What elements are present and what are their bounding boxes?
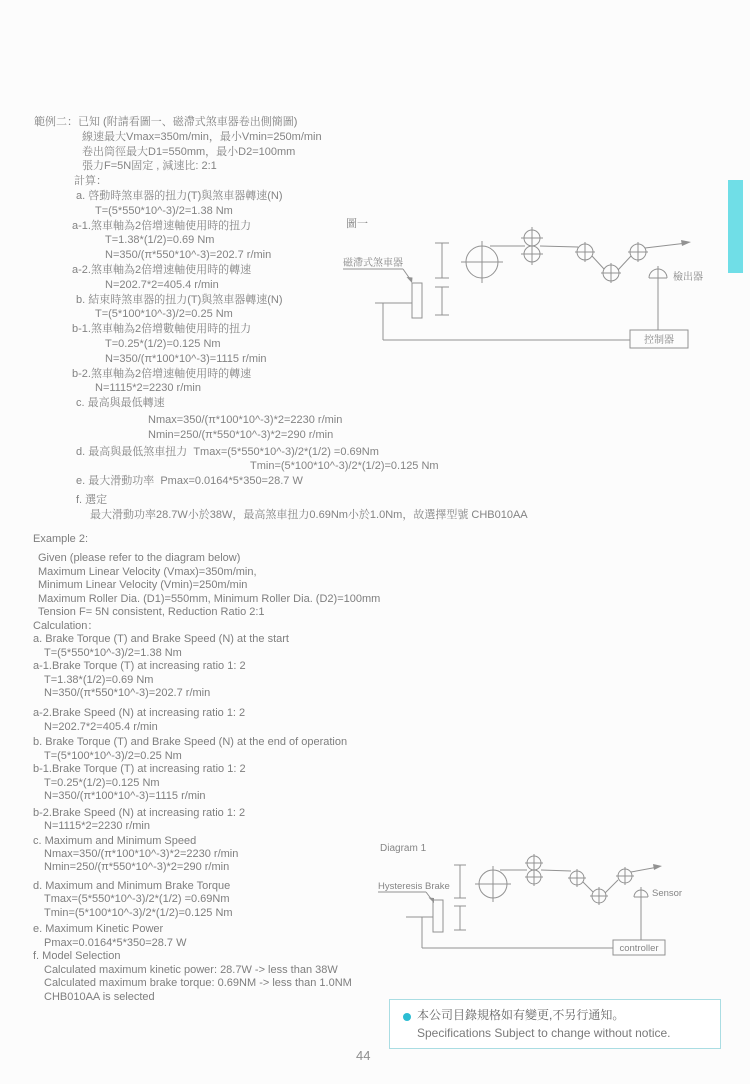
text-line: Tmin=(5*100*10^-3)/2*(1/2)=0.125 Nm [250, 460, 439, 473]
text-line: b-2.Brake Speed (N) at increasing ratio 1: 2 [33, 806, 246, 819]
text-line: Calculated maximum brake torque: 0.69NM -> less than 1.0NM [44, 977, 352, 990]
bullet-icon [403, 1013, 411, 1021]
text-line: a-2.煞車軸為2倍增速軸使用時的轉速 [72, 263, 252, 276]
text-line: a. 啓動時煞車器的扭力(T)與煞車器轉速(N) [76, 189, 283, 202]
unwind-roller [475, 866, 511, 902]
text-line: Tmin=(5*100*10^-3)/2*(1/2)=0.125 Nm [44, 906, 233, 919]
feedback-wire [383, 303, 630, 340]
notice-chinese: 本公司目錄規格如有變更,不另行通知。 [417, 1008, 625, 1022]
text-line: T=0.25*(1/2)=0.125 Nm [105, 337, 221, 350]
brake-callout-line [343, 269, 413, 283]
text-line: T=0.25*(1/2)=0.125 Nm [44, 776, 160, 789]
sensor-label: Sensor [652, 888, 683, 899]
text-line: d. 最高與最低煞車扭力 Tmax=(5*550*10^-3)/2*(1/2) =0.69Nm [76, 445, 379, 458]
hysteresis-brake-symbol [406, 900, 443, 932]
text-line: Nmax=350/(π*100*10^-3)*2=2230 r/min [148, 413, 343, 426]
text-line: Tension F= 5N consistent, Reduction Ratio 2:1 [38, 606, 265, 619]
text-line: f. Model Selection [33, 950, 121, 963]
text-line: 計算： [74, 175, 107, 188]
gear-coupling-symbol [454, 865, 466, 930]
diagram-1-english [370, 832, 750, 962]
text-line: a-1.Brake Torque (T) at increasing ratio 1: 2 [33, 660, 246, 673]
diagram-title: Diagram 1 [380, 843, 427, 854]
text-line: b-1.Brake Torque (T) at increasing ratio 1: 2 [33, 763, 246, 776]
text-line: Tmax=(5*550*10^-3)/2*(1/2) =0.69Nm [44, 893, 230, 906]
text-line: N=1115*2=2230 r/min [44, 820, 150, 833]
text-line: Nmin=250/(π*550*10^-3)*2=290 r/min [44, 861, 230, 874]
text-line: 卷出筒徑最大D1=550mm，最小D2=100mm [82, 145, 296, 158]
text-line: a. Brake Torque (T) and Brake Speed (N) at the start [33, 633, 289, 646]
page-number: 44 [356, 1048, 371, 1063]
text-line: b-1.煞車軸為2倍增數軸使用時的扭力 [72, 323, 252, 336]
text-line: T=(5*100*10^-3)/2=0.25 Nm [95, 308, 233, 321]
text-line: T=1.38*(1/2)=0.69 Nm [44, 673, 154, 686]
text-line: N=202.7*2=405.4 r/min [105, 278, 219, 291]
text-line: e. 最大滑動功率 Pmax=0.0164*5*350=28.7 W [76, 475, 303, 488]
controller-label: 控制器 [644, 335, 674, 346]
diagram-title: 圖一 [346, 218, 368, 230]
notice-box [389, 999, 721, 1049]
text-line: 張力F=5N固定 , 減速比: 2:1 [82, 160, 217, 173]
text-line: f. 選定 [76, 493, 108, 506]
text-line: N=350/(π*100*10^-3)=1115 r/min [105, 352, 267, 365]
text-line: 範例二：已知 (附請看圖一、磁滯式煞車器卷出側簡圖) [34, 116, 298, 128]
sensor-symbol [649, 266, 667, 278]
web-direction-arrow [681, 240, 691, 246]
text-line: c. 最高與最低轉速 [76, 397, 165, 410]
controller-label: controller [619, 943, 659, 954]
gear-coupling-symbol [435, 243, 449, 315]
sensor-label: 檢出器 [673, 272, 703, 283]
text-line: 最大滑動功率28.7W小於38W，最高煞車扭力0.69Nm小於1.0Nm，故選擇型號 CHB010AA [90, 508, 528, 521]
text-line: Given (please refer to the diagram below) [38, 552, 241, 565]
unwind-roller [461, 241, 503, 283]
text-line: N=202.7*2=405.4 r/min [44, 720, 158, 733]
text-line: a-1.煞車軸為2倍增速軸使用時的扭力 [72, 219, 252, 232]
text-line: N=350/(π*550*10^-3)=202.7 r/min [44, 686, 211, 699]
feedback-wire [422, 917, 613, 948]
text-line: N=350/(π*100*10^-3)=1115 r/min [44, 790, 206, 803]
web-direction-arrow [653, 864, 662, 870]
text-line: Pmax=0.0164*5*350=28.7 W [44, 936, 187, 949]
text-line: N=350/(π*550*10^-3)=202.7 r/min [105, 249, 272, 262]
text-line: Example 2: [33, 533, 89, 545]
sensor-symbol [634, 887, 648, 897]
text-line: T=1.38*(1/2)=0.69 Nm [105, 234, 215, 247]
text-line: Nmin=250/(π*550*10^-3)*2=290 r/min [148, 428, 334, 441]
text-line: Calculation： [33, 619, 99, 632]
web-path [490, 227, 691, 283]
text-line: Minimum Linear Velocity (Vmin)=250m/min [38, 579, 248, 592]
text-line: d. Maximum and Minimum Brake Torque [33, 879, 231, 892]
text-line: T=(5*100*10^-3)/2=0.25 Nm [44, 749, 182, 762]
brake-callout-line [378, 892, 434, 903]
text-line: b-2.煞車軸為2倍增速軸使用時的轉速 [72, 367, 252, 380]
text-line: b. Brake Torque (T) and Brake Speed (N) at the end of operation [33, 736, 348, 749]
text-line: N=1115*2=2230 r/min [95, 382, 201, 395]
hysteresis-brake-symbol [375, 283, 422, 318]
text-line: e. Maximum Kinetic Power [33, 923, 164, 936]
text-line: Maximum Roller Dia. (D1)=550mm, Minimum Roller Dia. (D2)=100mm [38, 592, 381, 605]
text-line: T=(5*550*10^-3)/2=1.38 Nm [95, 204, 233, 217]
text-line: Calculated maximum kinetic power: 28.7W -> less than 38W [44, 963, 338, 976]
brake-label: Hysteresis Brake [378, 881, 450, 892]
text-line: Nmax=350/(π*100*10^-3)*2=2230 r/min [44, 847, 239, 860]
notice-english: Specifications Subject to change without notice. [417, 1026, 671, 1040]
text-line: Maximum Linear Velocity (Vmax)=350m/min, [38, 565, 257, 578]
text-line: T=(5*550*10^-3)/2=1.38 Nm [44, 646, 182, 659]
brake-label: 磁滯式煞車器 [343, 258, 403, 269]
text-line: 線速最大Vmax=350m/min，最小Vmin=250m/min [82, 130, 322, 143]
text-line: b. 結束時煞車器的扭力(T)與煞車器轉速(N) [76, 293, 283, 306]
text-line: a-2.Brake Speed (N) at increasing ratio 1: 2 [33, 707, 246, 720]
diagram-1-chinese [335, 212, 735, 357]
text-line: CHB010AA is selected [44, 990, 155, 1003]
text-line: c. Maximum and Minimum Speed [33, 834, 197, 847]
